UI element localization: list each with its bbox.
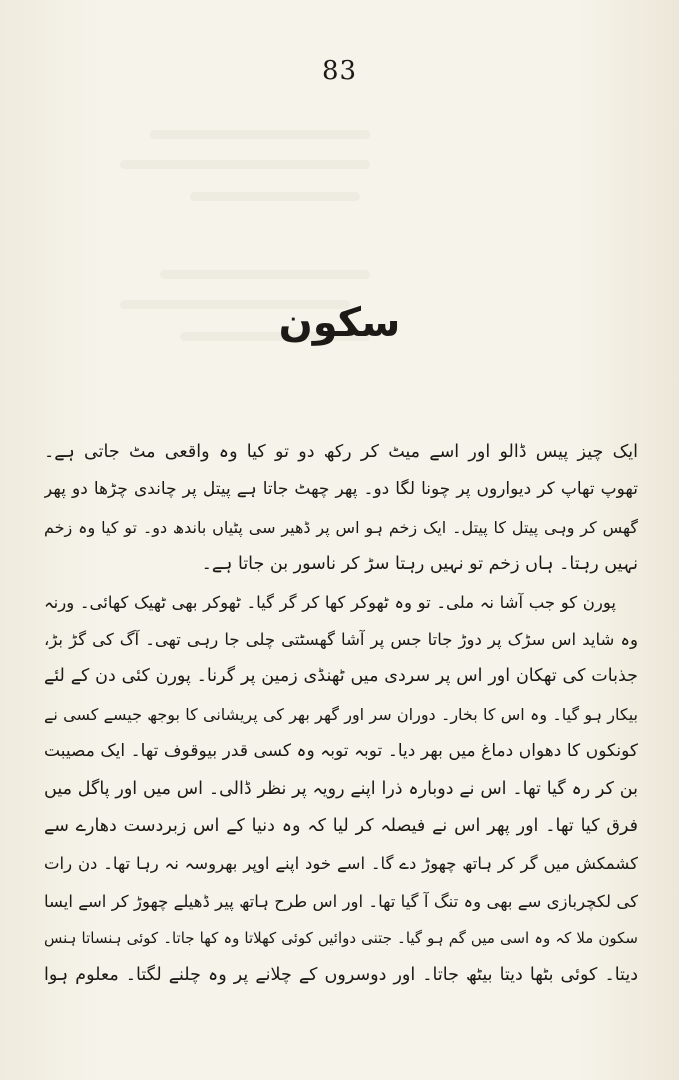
text-line: کی لکچربازی سے بھی وہ تنگ آ گیا تھا۔ اور اس طرح ہاتھ پیر ڈھیلے چھوڑ کر اسے ایسا bbox=[44, 891, 638, 911]
text-line: فرق کیا تھا۔ اور پھر اس نے فیصلہ کر لیا کہ وہ دنیا کے اس زبردست دھارے سے bbox=[44, 815, 638, 836]
text-line: جذبات کی تھکان اور اس پر سردی میں ٹھنڈی زمین پر گرنا۔ پورن کئی دن کے لئے bbox=[44, 666, 638, 687]
text-line: سکون ملا کہ وہ اسی میں گم ہو گیا۔ جتنی دوائیں کوئی کھلاتا وہ کھا جاتا۔ کوئی ہنساتا ہنس bbox=[44, 929, 638, 948]
page-number: 83 bbox=[321, 56, 358, 86]
body-text bbox=[44, 434, 638, 995]
text-line: کونکوں کا دھواں دماغ میں بھر دیا۔ توبہ توبہ وہ کسی قدر بیوقوف تھا۔ ایک مصیبت bbox=[44, 741, 638, 762]
text-line: گھس کر وہی پیتل کا پیتل۔ ایک زخم ہو اس پر ڈھیر سی پٹیاں باندھ دو۔ تو کیا وہ زخم bbox=[44, 517, 638, 537]
text-line: نہیں رہتا۔ ہاں زخم تو نہیں رہتا سڑ کر ناسور بن جاتا ہے۔ bbox=[201, 554, 638, 575]
text-line: دیتا۔ کوئی بٹھا دیتا بیٹھ جاتا۔ اور دوسروں کے چلانے پر وہ چلنے لگتا۔ معلوم ہوا bbox=[44, 965, 638, 986]
text-line: کشمکش میں گر کر ہاتھ چھوڑ دے گا۔ اسے خود اپنے اوپر بھروسہ نہ رہا تھا۔ دن رات bbox=[44, 854, 638, 874]
text-line: بن کر رہ گیا تھا۔ اس نے دوبارہ ذرا اپنے رویہ پر نظر ڈالی۔ اس میں اور پاگل میں bbox=[44, 778, 638, 799]
chapter-title: سکون bbox=[278, 300, 401, 346]
text-line: پورن کو جب آشا نہ ملی۔ تو وہ ٹھوکر کھا کر گر گیا۔ ٹھوکر بھی ٹھیک کھائی۔ ورنہ bbox=[44, 592, 616, 612]
text-line: ایک چیز پیس ڈالو اور اسے میٹ کر رکھ دو تو کیا وہ واقعی مٹ جاتی ہے۔ bbox=[44, 442, 638, 462]
text-line: تھوپ تھاپ کر دیواروں پر چونا لگا دو۔ پھر چھٹ جاتا ہے پیتل پر چاندی چڑھا دو پھر bbox=[44, 479, 638, 500]
text-line: وہ شاید اس سڑک پر دوڑ جاتا جس پر آشا گھسٹتی چلی جا رہی تھی۔ آگ کی گڑ بڑ، bbox=[44, 629, 638, 649]
text-line: بیکار ہو گیا۔ وہ اس کا بخار۔ دوران سر اور گھر بھر کی پریشانی کا بوجھ جیسے کسی نے bbox=[44, 704, 638, 724]
